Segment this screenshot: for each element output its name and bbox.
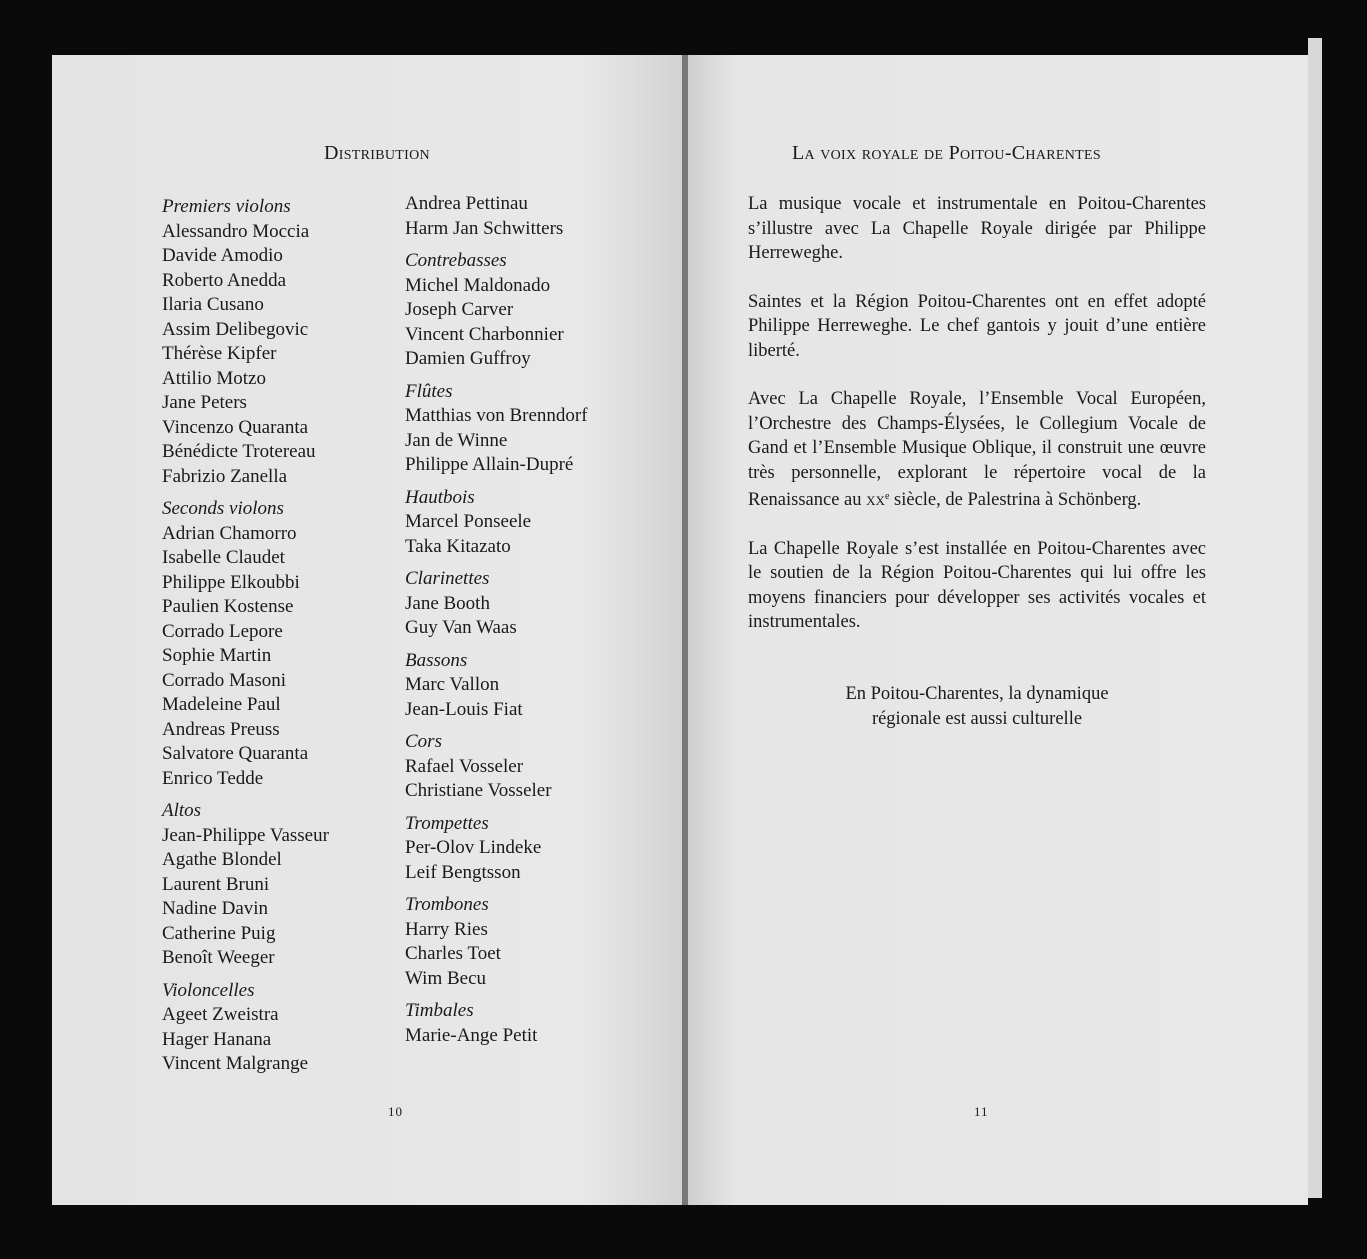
musician-name: Taka Kitazato xyxy=(405,535,511,557)
musician-name: Andreas Preuss xyxy=(162,718,280,740)
musician-name: Paulien Kostense xyxy=(162,596,294,617)
section-label: Hautbois xyxy=(405,486,475,508)
musician-name: Corrado Masoni xyxy=(162,669,287,691)
section-label: Timbales xyxy=(405,1000,474,1021)
musician-name: Jane Peters xyxy=(162,392,247,413)
musician-name: Thérèse Kipfer xyxy=(162,343,277,364)
musician-name: Adrian Chamorro xyxy=(162,522,297,544)
section-label: Clarinettes xyxy=(405,568,490,589)
musician-name: Marc Vallon xyxy=(405,674,500,695)
page-number-right: 11 xyxy=(974,1104,989,1119)
musician-name: Ageet Zweistra xyxy=(162,1004,279,1025)
paragraph-3-part-1: Avec La Chapelle Royale, l’Ensemble Vocal Européen, l’Orchestre des Champs-Élysées, le Collegium Vocale de Gand et l’Ensemble Musique Oblique, il construit une œuvre très personnelle, explorant le répertoire vocal de la Renaissance au xyxy=(748,389,1206,510)
musician-name: Roberto Anedda xyxy=(162,269,287,291)
section-label: Premiers violons xyxy=(162,196,291,217)
right-page-title: La voix royale de Poitou-Charentes xyxy=(792,142,1101,164)
page-number-left: 10 xyxy=(388,1104,403,1119)
paragraph-3 xyxy=(748,387,1206,513)
musician-name: Charles Toet xyxy=(405,943,501,964)
musician-name: Matthias von Brenndorf xyxy=(405,405,588,426)
page-edge xyxy=(1308,38,1322,1198)
closing-slogan xyxy=(748,682,1206,731)
musician-name: Jean-Philippe Vasseur xyxy=(162,824,329,846)
distribution-title: Distribution xyxy=(324,142,430,164)
musician-name: Andrea Pettinau xyxy=(405,193,528,214)
paragraph-2: Saintes et la Région Poitou-Charentes ont en effet adopté Philippe Herreweghe. Le chef gantois y jouit d’une entière liberté. xyxy=(748,291,1206,361)
musician-name: Philippe Allain-Dupré xyxy=(405,454,574,475)
musician-name: Michel Maldonado xyxy=(405,274,551,296)
musician-name: Hager Hanana xyxy=(162,1028,272,1050)
section-label: Cors xyxy=(405,731,442,752)
century-superscript: e xyxy=(884,491,890,502)
musician-name: Attilio Motzo xyxy=(162,367,266,389)
musician-name: Agathe Blondel xyxy=(162,849,282,870)
section-label: Bassons xyxy=(405,649,468,671)
musician-name: Jean-Louis Fiat xyxy=(405,698,523,720)
cast-column-2 xyxy=(405,192,588,1048)
section-label: Altos xyxy=(162,800,202,821)
section-label: Seconds violons xyxy=(162,498,284,519)
musician-name: Alessandro Moccia xyxy=(162,220,310,242)
musician-name: Vincent Charbonnier xyxy=(405,323,564,345)
musician-name: Vincenzo Quaranta xyxy=(162,416,309,438)
paragraph-4: La Chapelle Royale s’est installée en Poitou-Charentes avec le soutien de la Région Poitou-Charentes qui lui offre les moyens financiers pour développer ses activités vocales et instrumentales. xyxy=(748,538,1206,632)
section-label: Trombones xyxy=(405,894,489,915)
musician-name: Isabelle Claudet xyxy=(162,547,285,568)
musician-name: Damien Guffroy xyxy=(405,348,531,369)
musician-name: Benoît Weeger xyxy=(162,947,275,968)
paragraph-1: La musique vocale et instrumentale en Poitou-Charentes s’illustre avec La Chapelle Royale dirigée par Philippe Herreweghe. xyxy=(748,194,1206,263)
musician-name: Wim Becu xyxy=(405,967,487,989)
musician-name: Jane Booth xyxy=(405,592,490,614)
musician-name: Philippe Elkoubbi xyxy=(162,571,300,593)
musician-name: Laurent Bruni xyxy=(162,873,270,895)
musician-name: Nadine Davin xyxy=(162,898,269,919)
cast-column-1 xyxy=(162,195,329,1077)
musician-name: Harm Jan Schwitters xyxy=(405,217,564,239)
musician-name: Leif Bengtsson xyxy=(405,861,521,883)
musician-name: Marie-Ange Petit xyxy=(405,1024,538,1046)
musician-name: Ilaria Cusano xyxy=(162,294,264,315)
musician-name: Marcel Ponseele xyxy=(405,511,532,532)
musician-name: Jan de Winne xyxy=(405,429,508,451)
musician-name: Madeleine Paul xyxy=(162,694,281,715)
musician-name: Assim Delibegovic xyxy=(162,318,309,340)
musician-name: Bénédicte Trotereau xyxy=(162,441,316,462)
musician-name: Christiane Vosseler xyxy=(405,780,552,801)
musician-name: Salvatore Quaranta xyxy=(162,743,309,764)
section-label: Flûtes xyxy=(405,380,453,402)
musician-name: Catherine Puig xyxy=(162,922,276,944)
musician-name: Per-Olov Lindeke xyxy=(405,837,542,858)
musician-name: Enrico Tedde xyxy=(162,767,264,789)
musician-name: Rafael Vosseler xyxy=(405,755,524,777)
paragraph-3-part-2: siècle, de Palestrina à Schönberg. xyxy=(889,490,1142,510)
musician-name: Vincent Malgrange xyxy=(162,1053,309,1074)
musician-name: Corrado Lepore xyxy=(162,620,283,642)
section-label: Trompettes xyxy=(405,812,489,834)
musician-name: Guy Van Waas xyxy=(405,617,517,638)
musician-name: Joseph Carver xyxy=(405,299,514,320)
closing-line-1: En Poitou-Charentes, la dynamique xyxy=(845,684,1109,704)
century-numeral: xx xyxy=(866,490,885,510)
musician-name: Fabrizio Zanella xyxy=(162,465,288,487)
musician-name: Harry Ries xyxy=(405,918,488,940)
musician-name: Davide Amodio xyxy=(162,245,283,266)
right-page-body xyxy=(748,192,1206,659)
musician-name: Sophie Martin xyxy=(162,645,272,666)
closing-line-2: régionale est aussi culturelle xyxy=(871,708,1083,729)
section-label: Violoncelles xyxy=(162,979,255,1001)
section-label: Contrebasses xyxy=(405,250,507,271)
